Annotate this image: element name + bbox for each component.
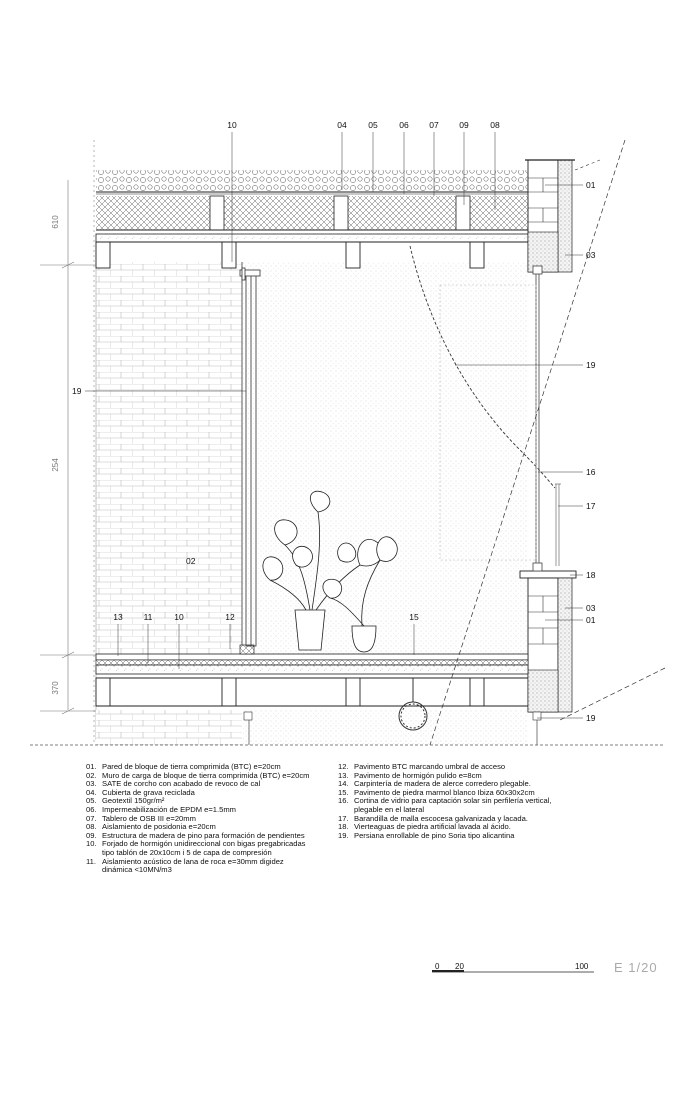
- callout-right-18: 18: [586, 570, 596, 580]
- legend-number: 06.: [86, 804, 97, 814]
- callout-top-10: 10: [227, 120, 237, 130]
- legend-number: 04.: [86, 787, 97, 797]
- callout-right-01: 01: [586, 180, 596, 190]
- legend-text: Cubierta de grava reciclada: [102, 787, 195, 797]
- callout-top-04: 04: [337, 120, 347, 130]
- roof-slab: [96, 234, 528, 242]
- legend-number: 08.: [86, 822, 97, 832]
- legend-text: Forjado de hormigón unidireccional con bigas pregabricadas tipo tablón de 20x10cm i 5 de capa de compresión: [102, 839, 306, 857]
- legend-number: 18.: [338, 822, 349, 832]
- railing: [555, 484, 561, 566]
- callout-top-07: 07: [429, 120, 439, 130]
- legend-number: 19.: [338, 830, 349, 840]
- legend-text: Impermeabilización de EPDM e=1.5mm: [102, 804, 236, 814]
- legend-number: 11.: [86, 856, 96, 866]
- dim-bottom: 370: [51, 681, 60, 695]
- legend-number: 05.: [86, 796, 97, 806]
- callout-floor-12: 12: [225, 612, 235, 622]
- floor-finish: [96, 654, 528, 660]
- legend-number: 13.: [338, 770, 349, 780]
- legend-text: Vierteaguas de piedra artificial lavada al ácido.: [354, 822, 511, 832]
- legend-right: [338, 763, 598, 840]
- legend-text: Carpintería de madera de alerce corredero plegable.: [354, 779, 531, 789]
- scale-zero: 0: [435, 962, 440, 971]
- floor-acoustic-layer: [96, 660, 528, 665]
- legend-item: [86, 858, 336, 875]
- callout-right-17: 17: [586, 501, 596, 511]
- glass-curtain: [533, 266, 542, 571]
- legend-text: Barandilla de malla escocesa galvanizada y lacada.: [354, 813, 528, 823]
- callout-right-03: 03: [586, 250, 596, 260]
- legend-number: 01.: [86, 762, 97, 771]
- lower-sate-insulation: [558, 578, 572, 712]
- legend-text: Pavimento de hormigón pulido e=8cm: [354, 770, 482, 780]
- legend-number: 17.: [338, 813, 349, 823]
- legend-number: 10.: [86, 839, 97, 849]
- floor-slab: [96, 665, 528, 674]
- callout-floor-15: 15: [409, 612, 419, 622]
- scale-twenty: 20: [455, 962, 464, 971]
- callout-left-19: 19: [72, 386, 82, 396]
- gravel-roof: [96, 170, 528, 192]
- legend-text: Persiana enrollable de pino Soria tipo alicantina: [354, 830, 515, 840]
- legend-number: 02.: [86, 770, 97, 780]
- legend-number: 07.: [86, 813, 97, 823]
- legend-left: [86, 763, 336, 875]
- legend-number: 15.: [338, 787, 349, 797]
- callout-top-09: 09: [459, 120, 469, 130]
- legend-text: Estructura de madera de pino para formación de pendientes: [102, 830, 305, 840]
- legend-number: 03.: [86, 779, 97, 789]
- legend-text: SATE de corcho con acabado de revoco de cal: [102, 779, 261, 789]
- callout-floor-10: 10: [174, 612, 184, 622]
- callout-floor-11: 11: [143, 612, 153, 622]
- floor-beams: [96, 678, 484, 706]
- legend-text: Aislamiento de posidonia e=20cm: [102, 822, 216, 832]
- legend-text: Pared de bloque de tierra comprimida (BTC) e=20cm: [102, 762, 281, 771]
- callout-top-05: 05: [368, 120, 378, 130]
- legend-item: [338, 797, 598, 814]
- sill: [520, 571, 576, 578]
- dim-middle: 254: [51, 458, 60, 472]
- legend-item: [338, 832, 598, 841]
- callout-right-03b: 03: [586, 603, 596, 613]
- callout-right-19b: 19: [586, 713, 596, 723]
- legend-text: Muro de carga de bloque de tierra comprimida (BTC) e=20cm: [102, 770, 310, 780]
- load-bearing-wall: [96, 262, 242, 654]
- legend-number: 16.: [338, 796, 349, 806]
- legend-text: Aislamiento acústico de lana de roca e=30mm digidez dinámica <10MN/m3: [102, 856, 284, 875]
- legend-item: [86, 840, 336, 857]
- legend-number: 09.: [86, 830, 97, 840]
- scale-title: E 1/20: [614, 960, 658, 975]
- dim-top: 610: [51, 215, 60, 229]
- callout-right-16: 16: [586, 467, 596, 477]
- legend-text: Pavimento BTC marcando umbral de acceso: [354, 762, 506, 771]
- legend-text: Geotextil 150gr/m²: [102, 796, 165, 806]
- legend-text: Tablero de OSB III e=20mm: [102, 813, 196, 823]
- legend-number: 12.: [338, 762, 349, 771]
- callout-top-08: 08: [490, 120, 500, 130]
- lower-wall: [96, 710, 242, 745]
- legend-number: 14.: [338, 779, 349, 789]
- callout-right-01b: 01: [586, 615, 596, 625]
- scale-hundred: 100: [575, 962, 589, 971]
- dimension-line: [40, 180, 96, 714]
- callout-floor-13: 13: [113, 612, 123, 622]
- callout-right-19: 19: [586, 360, 596, 370]
- callout-center-02: 02: [186, 556, 196, 566]
- legend-text: Cortina de vidrio para captación solar sin perfilería vertical, plegable en el lateral: [354, 796, 552, 814]
- legend-text: Pavimento de piedra marmol blanco Ibiza 60x30x2cm: [354, 787, 535, 797]
- callout-top-06: 06: [399, 120, 409, 130]
